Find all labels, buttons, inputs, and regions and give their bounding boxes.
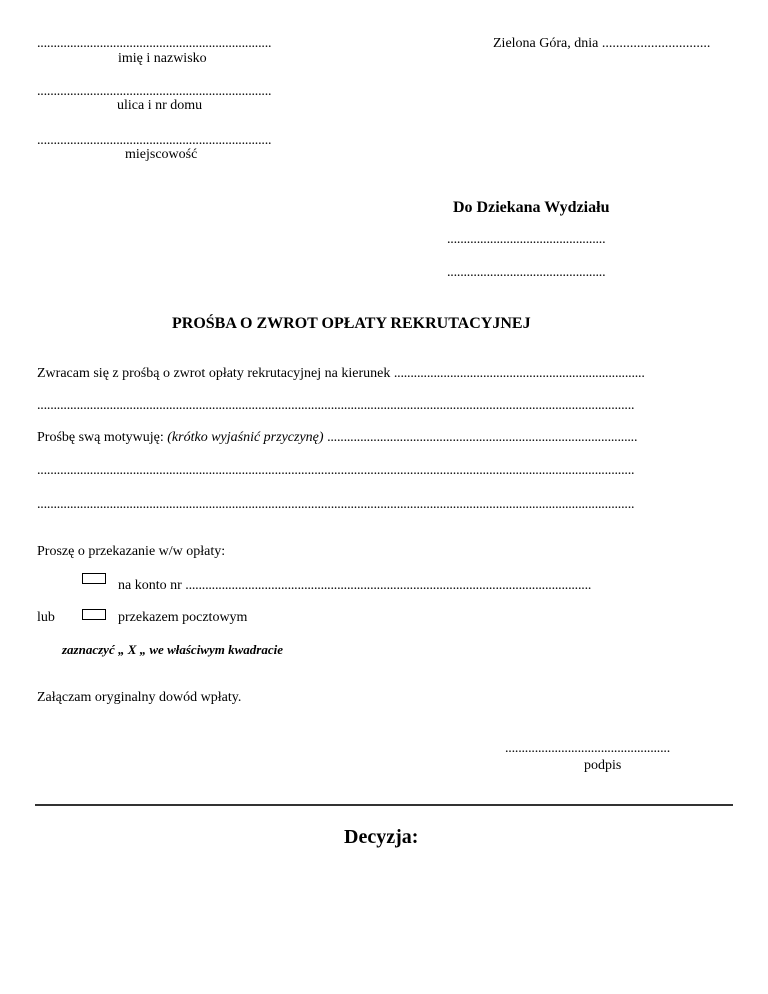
motivation-label: Prośbę swą motywuję: [37, 430, 164, 445]
field-of-study-line[interactable]: ............................................................................ [393, 366, 645, 381]
street-label: ulica i nr domu [117, 98, 203, 113]
motivation-hint: (krótko wyjaśnić przyczynę) [167, 430, 324, 445]
addressee-line-2[interactable]: ................................................ [447, 265, 606, 280]
request-continuation-line[interactable]: ..................................................................................................................................................................................... [37, 398, 635, 413]
city-label: miejscowość [125, 147, 198, 162]
addressee-line-1[interactable]: ................................................ [447, 232, 606, 247]
motivation-line [37, 430, 637, 446]
or-label: lub [37, 610, 55, 625]
transfer-intro: Proszę o przekazanie w/w opłaty: [37, 544, 226, 559]
attachment-note: Załączam oryginalny dowód wpłaty. [37, 690, 242, 705]
motivation-field[interactable]: .............................................................................................. [327, 430, 638, 445]
form-title: PROŚBA O ZWROT OPŁATY REKRUTACYJNEJ [172, 315, 531, 332]
postal-option-label: przekazem pocztowym [118, 610, 248, 625]
name-line[interactable]: ....................................................................... [37, 36, 272, 51]
account-number-field[interactable]: ........................................................................................................................... [185, 578, 592, 593]
decision-title: Decyzja: [344, 826, 419, 848]
motivation-line-2[interactable]: ..................................................................................................................................................................................... [37, 463, 635, 478]
account-checkbox[interactable] [82, 573, 106, 584]
account-option-label: na konto nr [118, 578, 182, 593]
name-label: imię i nazwisko [118, 51, 207, 66]
postal-checkbox[interactable] [82, 609, 106, 620]
request-line [37, 366, 645, 382]
motivation-line-3[interactable]: ..................................................................................................................................................................................... [37, 497, 635, 512]
signature-line[interactable]: .................................................. [505, 741, 671, 756]
mark-instruction: zaznaczyć „ X „ we właściwym kwadracie [62, 642, 283, 657]
street-line[interactable]: ....................................................................... [37, 84, 272, 99]
city-line[interactable]: ....................................................................... [37, 133, 272, 148]
section-divider [35, 804, 733, 806]
account-option [118, 578, 591, 594]
request-text: Zwracam się z prośbą o zwrot opłaty rekrutacyjnej na kierunek [37, 366, 391, 381]
place-date[interactable]: Zielona Góra, dnia ............................... [493, 36, 711, 51]
addressee-title: Do Dziekana Wydziału [453, 199, 610, 216]
signature-label: podpis [584, 758, 622, 773]
